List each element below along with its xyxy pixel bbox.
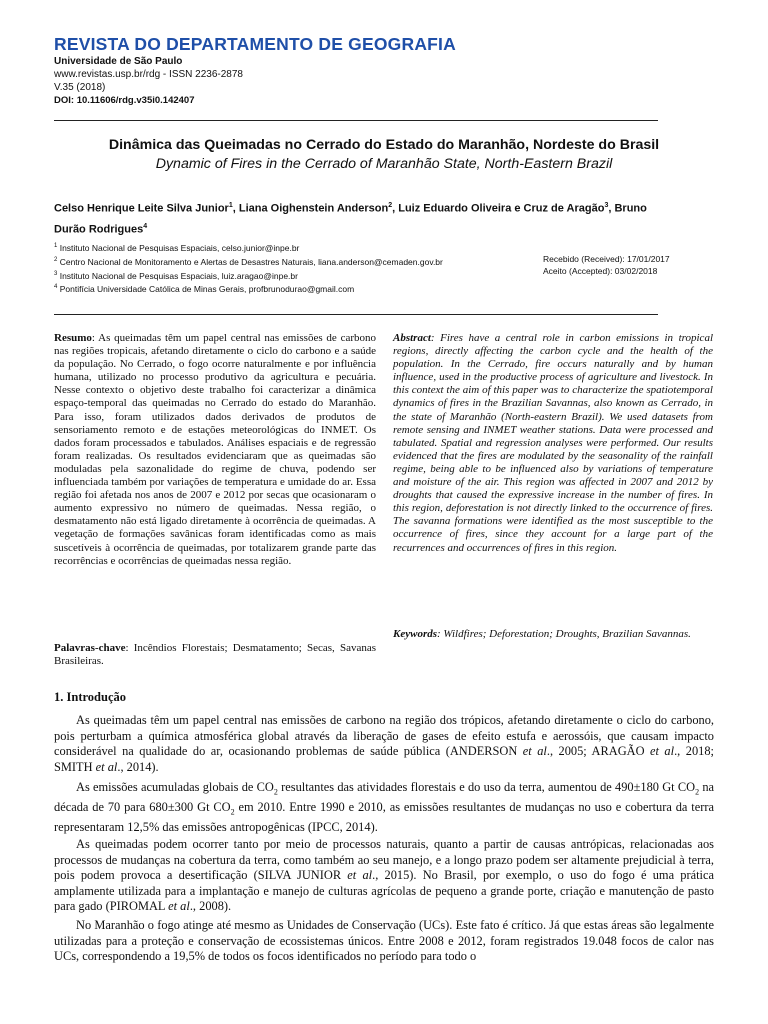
affiliation: $^3$ Instituto Nacional de Pesquisas Espaciais, luiz.aragao@inpe.br: [54, 270, 298, 281]
volume: V.35 (2018): [54, 82, 106, 93]
author-name: Celso Henrique Leite Silva Junior: [54, 202, 229, 215]
header-rule: [54, 120, 658, 121]
accepted-date: Aceito (Accepted): 03/02/2018: [543, 266, 658, 276]
author-name: Bruno Durão Rodrigues: [54, 202, 647, 236]
url-issn: www.revistas.usp.br/rdg - ISSN 2236-2878: [54, 69, 243, 80]
abstract-label: Resumo: [54, 332, 92, 344]
abstract-text: : Fires have a central role in carbon emissions in tropical regions, directly affecting the carbon cycle and the health of the population. In the Cerrado, fire occurs naturally and by human influence, used in the productive process of agriculture and livestock. In this context the aim of this paper was to characterize the spatiotemporal dynamics of fires in the Brazilian Savannas, also known as Cerrado, in the state of Maranhão (North-eastern Brazil). We used datasets from remote sensing and INMET weather stations. Data were processed and tabulated. Spatial and regression analyses were performed. Our results evidenced that the fires are modulated by the seasonality of the rainfall regime, being able to be influenced also by variations of temperature and moisture of the air. This region was affected in 2007 and 2012 by droughts that caused the expressive increase in the number of fires. In this region, deforestation is not directly linked to the occurrence of fires. The savanna formations were identified as the most susceptible to the occurrence of fires, since they account for a large part of the recurrences and occurrences of fires in this region.: [393, 332, 713, 554]
keywords-portuguese: [54, 642, 376, 668]
paragraph: As queimadas têm um papel central nas emissões de carbono na região dos trópicos, afetando diretamente o ciclo do carbono, pois perturbam a química atmosférica global através da liberação de gases de efeito estufa e aerossóis, que causam impacto considerável na qualidade do ar, ocasionando problemas de saúde pública (ANDERSON et al., 2005; ARAGÃO et al., 2018; SMITH et al., 2014).: [54, 713, 714, 774]
doi: DOI: 10.11606/rdg.v35i0.142407: [54, 95, 195, 106]
submission-dates: [543, 253, 723, 277]
author-sup: 4: [143, 222, 148, 230]
paragraph: No Maranhão o fogo atinge até mesmo as Unidades de Conservação (UCs). Este fato é crítico. Já que estas áreas são legalmente utilizadas para a proteção e conservação de ecossistemas únicos. Entre 2008 e 2012, foram registrados 19.048 focos de calor nas UCs, correspondendo a 19,5% de todos os focos identificados no período para todo o: [54, 918, 714, 963]
affiliation: $^2$ Centro Nacional de Monitoramento e Alertas de Desastres Naturais, liana.anderson@cemaden.gov.br: [54, 256, 443, 267]
affiliation-list: [54, 240, 524, 295]
abstract-label: Abstract: [393, 332, 431, 344]
title-portuguese: Dinâmica das Queimadas no Cerrado do Estado do Maranhão, Nordeste do Brasil: [108, 137, 660, 153]
keywords-label: Palavras-chave: [54, 642, 126, 654]
abstract-english: [393, 332, 713, 555]
affiliation: $^4$ Pontifícia Universidade Católica de Minas Gerais, profbrunodurao@gmail.com: [54, 284, 355, 295]
journal-title: REVISTA DO DEPARTAMENTO DE GEOGRAFIA: [54, 34, 456, 54]
author-list: Celso Henrique Leite Silva Junior$^1$, Liana Oighenstein Anderson$^2$, Luiz Eduardo Oliveira e Cruz de Aragão$^3$, Bruno Durão Rodrigues$^4$: [54, 202, 647, 236]
keywords-label: Keywords: [393, 628, 437, 640]
abstract-rule: [54, 314, 658, 315]
keywords-text: : Wildfires; Deforestation; Droughts, Brazilian Savannas.: [437, 628, 691, 640]
author-sup: 1: [228, 202, 233, 209]
abstract-portuguese: [54, 332, 376, 568]
author-name: Liana Oighenstein Anderson: [238, 202, 389, 215]
author-name: Luiz Eduardo Oliveira e Cruz de Aragão: [398, 202, 605, 215]
author-sup: 2: [388, 202, 393, 209]
affiliation: $^1$ Instituto Nacional de Pesquisas Espaciais, celso.junior@inpe.br: [54, 242, 300, 253]
paragraph: As emissões acumuladas globais de $CO_2$ resultantes das atividades florestais e do uso da terra, aumentou de 490±180 Gt $CO_2$ na década de 70 para 680±300 Gt $CO_2$ em 2010. Entre 1990 e 2010, as emissões resultantes de mudanças no uso e cobertura da terra representaram 12,5% das emissões antropogênicas (IPCC, 2014).: [54, 780, 715, 834]
university-name: Universidade de São Paulo: [54, 56, 183, 67]
abstract-text: : As queimadas têm um papel central nas emissões de carbono nas regiões tropicais, afetando diretamente o ciclo do carbono e a saúde da população. No Cerrado, o fogo ocorre naturalmente e por influência humana, utilizado no processo produtivo da agricultura e pecuária. Nesse contexto o objetivo deste trabalho foi caracterizar a dinâmica espaço-temporal das queimadas no Cerrado do estado do Maranhão. Para isso, foram utilizados dados derivados de produtos de sensoriamento remoto e de estações meteorológicas do INMET. Os dados foram processados e tabulados. Análises espaciais e de regressão foram realizadas. Os resultados evidenciaram que as queimadas são moduladas pela sazonalidade do regime de chuva, podendo ser influenciada também por variações de temperatura e umidade do ar. Essa região foi afetada nos anos de 2007 e 2012 por secas que ocasionaram o aumento expressivo no número de queimadas. Nessa região, o desmatamento não está ligado diretamente à ocorrência de queimadas. A vegetação de formações savânicas foram identificadas como as mais suscetíveis à ocorrência de queimadas, por totalizarem grande parte das recorrências e ocorrências de queimadas nessa região.: [54, 332, 376, 567]
received-date: Recebido (Received): 17/01/2017: [543, 254, 670, 264]
title-english: Dynamic of Fires in the Cerrado of Maranhão State, North-Eastern Brazil: [155, 156, 613, 172]
paragraph: As queimadas podem ocorrer tanto por meio de processos naturais, quanto a partir de causas antrópicas, relacionadas aos processos de mudanças na cobertura da terra, como também ao seu manejo, e a longo prazo podem ser altamente prejudicial à terra, pois podem provoca a desertificação (SILVA JUNIOR et al., 2015). No Brasil, por exemplo, o uso do fogo é uma prática amplamente utilizada para a implantação e manejo de culturas agrícolas de pequeno a grande porte, criação e manutenção de pasto para gado (PIROMAL et al., 2008).: [54, 837, 714, 913]
keywords-text: : Incêndios Florestais; Desmatamento; Secas, Savanas Brasileiras.: [54, 642, 376, 668]
section-title: 1. Introdução: [54, 690, 127, 704]
keywords-english: [393, 628, 713, 641]
author-sup: 3: [604, 202, 609, 209]
